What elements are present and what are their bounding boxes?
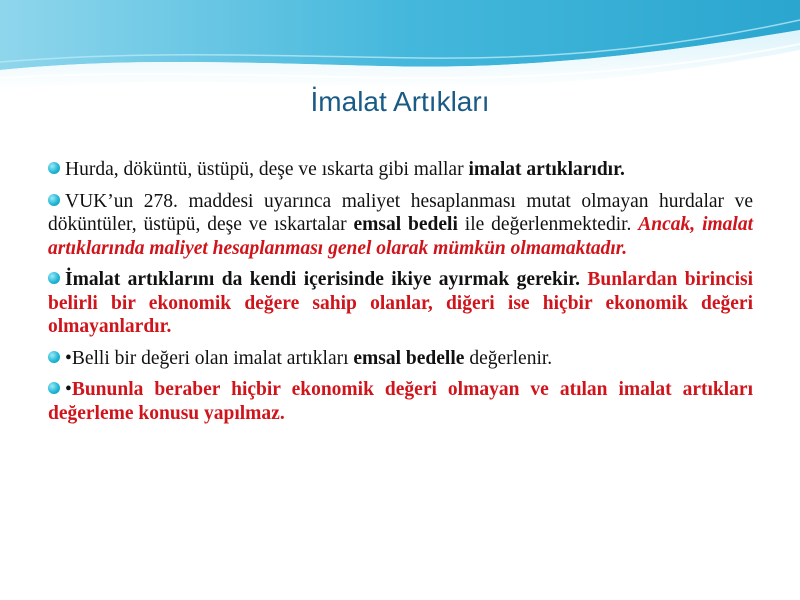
bullet-item bbox=[48, 378, 753, 425]
bullet-text-bold: İmalat artıklarını da kendi içerisinde ikiye ayırmak gerekir. bbox=[65, 269, 588, 290]
bullet-text-bold: emsal bedelle bbox=[353, 347, 465, 369]
bullet-item bbox=[48, 347, 753, 371]
bullet-text-emphasis: Bununla beraber hiçbir ekonomik değeri olmayan ve atılan bbox=[71, 379, 619, 400]
bullet-item bbox=[48, 268, 753, 339]
slide-title: İmalat Artıkları bbox=[310, 86, 490, 117]
bullet-text-emphasis: Bunlardan birincisi belirli bir ekonomik değere sahip olanlar, diğeri ise hiçbir ekonomik değeri olmayanlardır. bbox=[48, 269, 753, 337]
bullet-item bbox=[48, 190, 753, 261]
bullet-text: •Belli bir değeri olan imalat artıkları bbox=[65, 347, 354, 369]
bullet-text: • bbox=[65, 379, 72, 400]
cyan-sphere-bullet-icon bbox=[48, 382, 60, 394]
bullet-text-emphasis: Ancak, imalat artıklarında maliyet hesaplanması genel olarak mümkün olmamaktadır. bbox=[48, 214, 753, 259]
bullet-item bbox=[48, 158, 753, 182]
bullet-list bbox=[48, 158, 753, 433]
bullet-text: ile değerlenmektedir. bbox=[457, 214, 639, 235]
cyan-sphere-bullet-icon bbox=[48, 351, 60, 363]
bullet-text-emphasis: imalat artıkları değerleme konusu yapılmaz. bbox=[48, 379, 753, 424]
bullet-text: değerlenir. bbox=[464, 347, 553, 369]
bullet-text: Hurda, döküntü, üstüpü, deşe ve ıskarta gibi mallar bbox=[65, 159, 469, 180]
bullet-text-bold: emsal bedeli bbox=[353, 214, 458, 235]
cyan-sphere-bullet-icon bbox=[48, 194, 60, 206]
bullet-text-bold: imalat artıklarıdır. bbox=[468, 159, 625, 180]
cyan-sphere-bullet-icon bbox=[48, 162, 60, 174]
bullet-text: VUK’un 278. maddesi uyarınca maliyet hesaplanması mutat olmayan hurdalar ve döküntüler, üstüpü, deşe ve ıskartalar bbox=[48, 190, 753, 235]
cyan-sphere-bullet-icon bbox=[48, 272, 60, 284]
